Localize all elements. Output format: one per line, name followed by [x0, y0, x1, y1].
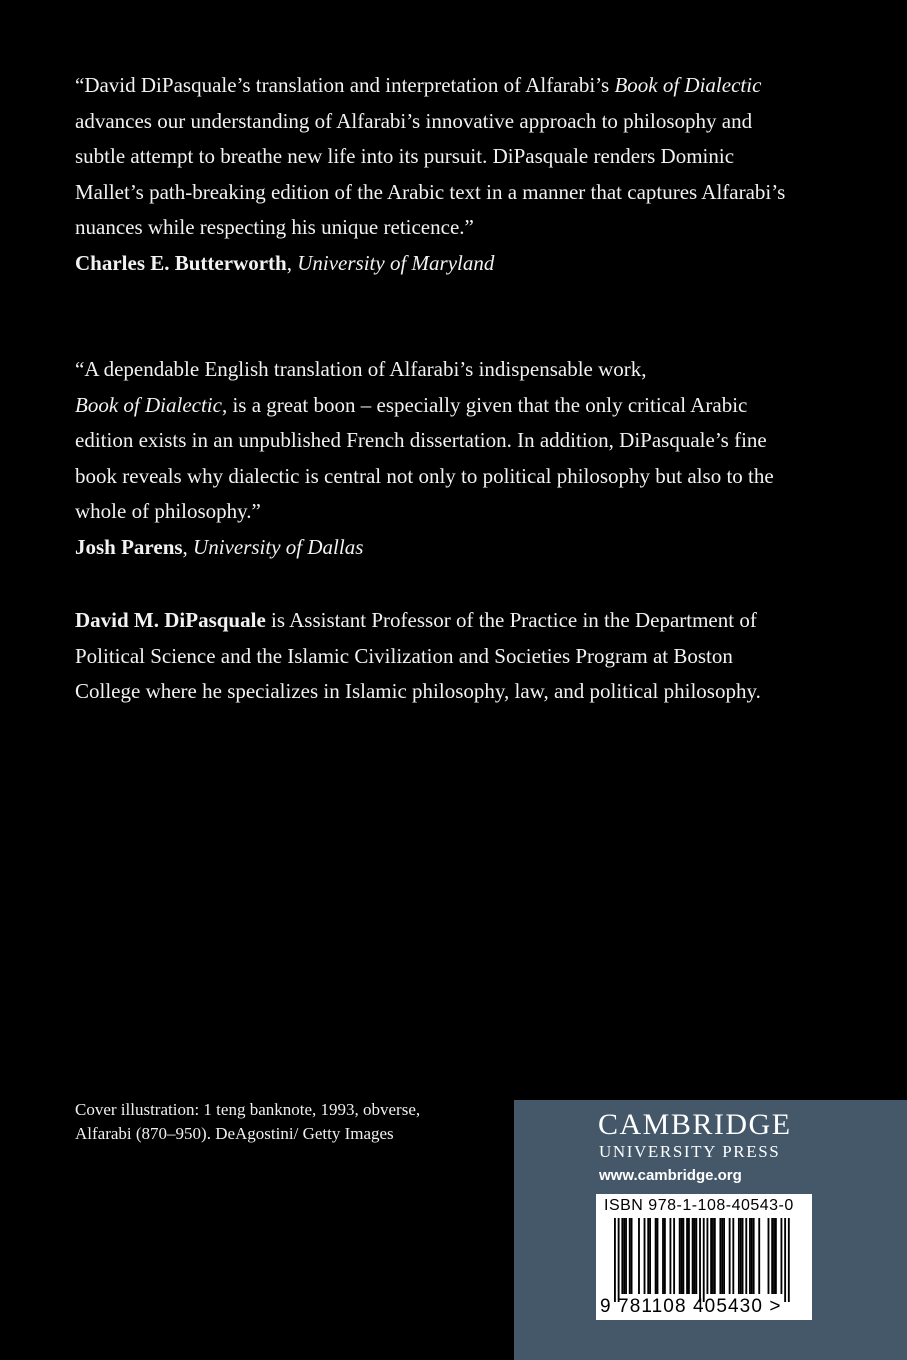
barcode-bar [721, 1218, 723, 1294]
quote-text: , is a great boon – especially given that the only critical Arabic edition exists in an unpublished French dissertation. In addition, DiPasquale’s fine book reveals why dialectic is central not only to political philosophy but also to the whole of philosophy.” [75, 392, 774, 524]
barcode-bar [679, 1218, 681, 1294]
blurb-author: Josh Parens [75, 534, 183, 559]
quote-text: “David DiPasquale’s translation and interpretation of Alfarabi’s [75, 73, 615, 97]
blurb-attribution: Charles E. Butterworth, University of Maryland [75, 250, 495, 275]
barcode-bar [681, 1218, 683, 1294]
barcode-bar [703, 1218, 705, 1302]
blurb-butterworth [75, 68, 795, 282]
barcode-bar [688, 1218, 690, 1294]
barcode-bar [625, 1218, 627, 1294]
barcode-bar [664, 1218, 666, 1294]
barcode-bar [695, 1218, 697, 1294]
barcode-bar [655, 1218, 657, 1294]
barcode-bar [773, 1218, 775, 1294]
quote-text: “A dependable English translation of Alfarabi’s indispensable work, [75, 357, 647, 381]
barcode-bar [781, 1218, 783, 1294]
isbn-number: ISBN 978-1-108-40543-0 [604, 1197, 794, 1214]
cover-illustration-credit: Cover illustration: 1 teng banknote, 1993, obverse, Alfarabi (870–950). DeAgostini/ Getty Images [75, 1100, 421, 1143]
barcode-bar [729, 1218, 731, 1294]
barcode-bar [714, 1218, 716, 1294]
publisher-logo-name: CAMBRIDGE [598, 1108, 792, 1141]
barcode-bar [657, 1218, 659, 1294]
publisher-logo-subtitle: UNIVERSITY PRESS [599, 1142, 781, 1161]
book-title: Book of Dialectic [614, 73, 762, 97]
barcode-bar [699, 1218, 701, 1302]
bio-text: is Assistant Professor of the Practice in the Department of Political Science and the Islamic Civilization and Societies Program at Boston College where he specializes in Islamic philosophy, law, and political philosophy. [75, 608, 761, 704]
barcode-bar [638, 1218, 640, 1294]
author-bio [75, 603, 795, 710]
barcode-bar [647, 1218, 649, 1294]
barcode-bar [614, 1218, 616, 1302]
barcode-bar [742, 1218, 744, 1294]
barcode-bar [758, 1218, 760, 1294]
blurb-quote [75, 352, 795, 530]
barcode-bar [629, 1218, 631, 1294]
barcode-bar [753, 1218, 755, 1294]
barcode-bar [707, 1218, 709, 1294]
barcode-bar [712, 1218, 714, 1294]
barcode-bar [692, 1218, 694, 1294]
barcode-bar [621, 1218, 623, 1294]
barcode-bar [682, 1218, 684, 1294]
barcode-bar [670, 1218, 672, 1294]
blurb-affiliation: University of Maryland [297, 250, 495, 275]
quote-text: advances our understanding of Alfarabi’s innovative approach to philosophy and subtle attempt to breathe new life into its pursuit. DiPasquale renders Dominic Mallet’s path-breaking edition of the Arabic text in a manner that captures Alfarabi’s nuances while respecting his unique reticence.” [75, 108, 786, 240]
barcode-bar [644, 1218, 646, 1294]
barcode-bar [719, 1218, 721, 1294]
barcode-bar [710, 1218, 712, 1294]
barcode-bar [740, 1218, 742, 1294]
blurb-author: Charles E. Butterworth [75, 250, 287, 275]
barcode-bar [749, 1218, 751, 1294]
bio-paragraph [75, 603, 795, 710]
barcode-bar [631, 1218, 633, 1294]
barcode-digits: 9 781108 405430 > [600, 1296, 782, 1317]
barcode-bar [732, 1218, 734, 1294]
barcode-bar [649, 1218, 651, 1294]
barcode-bar [784, 1218, 786, 1302]
barcode-bar [745, 1218, 747, 1294]
barcode-bar [738, 1218, 740, 1294]
barcode-bar [686, 1218, 688, 1294]
barcode-bar [673, 1218, 675, 1294]
barcode-bar [694, 1218, 696, 1294]
book-title: Book of Dialectic [75, 392, 222, 417]
barcode-bar [623, 1218, 625, 1294]
blurb-quote [75, 68, 795, 246]
barcode-bar [751, 1218, 753, 1294]
blurb-parens [75, 352, 795, 566]
barcode-bar [775, 1218, 777, 1294]
barcode-bar [723, 1218, 725, 1294]
barcode-bar [788, 1218, 790, 1302]
barcode-bar [768, 1218, 770, 1294]
blurb-affiliation: University of Dallas [193, 534, 364, 559]
barcode-bar [771, 1218, 773, 1294]
barcode-bar [662, 1218, 664, 1294]
publisher-url: www.cambridge.org [599, 1167, 742, 1184]
blurb-attribution: Josh Parens, University of Dallas [75, 534, 364, 559]
barcode-bar [618, 1218, 620, 1302]
bio-author-name: David M. DiPasquale [75, 608, 266, 632]
barcode-label [596, 1194, 812, 1320]
publisher-panel [514, 1100, 907, 1360]
